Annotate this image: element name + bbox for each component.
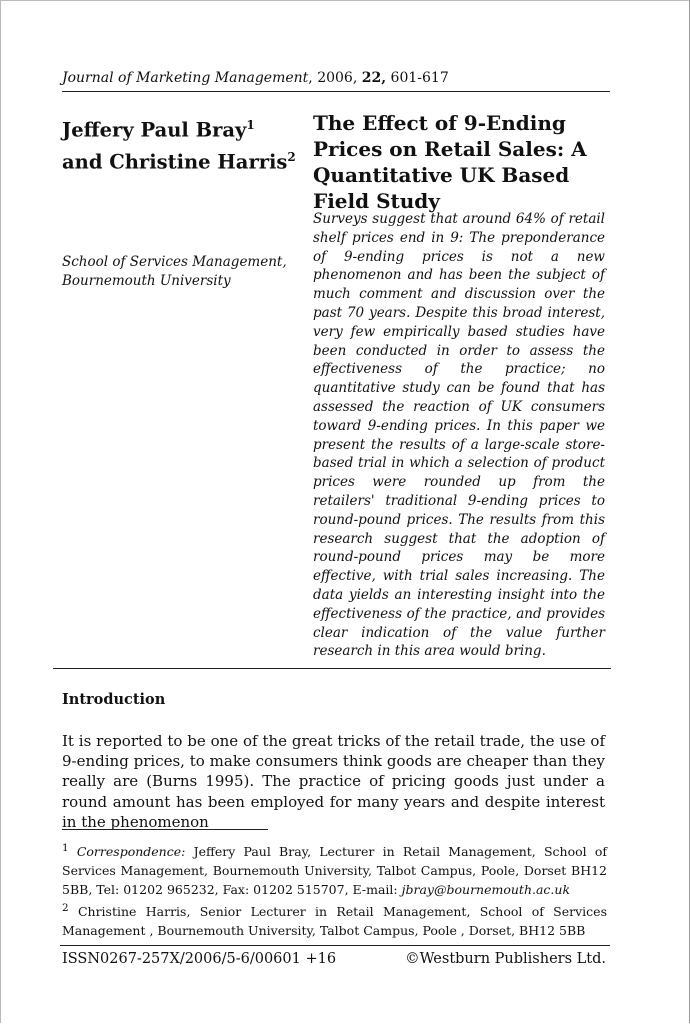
- author-block: [62, 112, 302, 175]
- footnote-1-email: jbray@bournemouth.ac.uk: [401, 881, 571, 897]
- footnotes: [62, 839, 607, 941]
- publisher-line: ©Westburn Publishers Ltd.: [405, 951, 606, 967]
- footer-divider: [60, 945, 610, 946]
- affiliation-line-2: Bournemouth University: [62, 272, 231, 289]
- affiliation-line-1: School of Services Management,: [62, 254, 287, 270]
- article-title: The Effect of 9-Ending Prices on Retail Sales: A Quantitative UK Based Field Study: [313, 111, 587, 213]
- journal-name: Journal of Marketing Management: [62, 70, 309, 86]
- issn-line: ISSN0267-257X/2006/5-6/00601 +16: [62, 951, 337, 967]
- footnote-2: $^2$ Christine Harris, Senior Lecturer in Retail Management, School of Services Management , Bournemouth University, Talbot Campus, Poole , Dorset, BH12 5BB: [62, 902, 607, 939]
- abstract: Surveys suggest that around 64% of retail shelf prices end in 9: The preponderance of 9-ending prices is not a new phenomenon and has been the subject of much comment and discussion over the past 70 years. Despite this broad interest, very few empirically based studies have been conducted in order to assess the effectiveness of the practice; no quantitative study can be found that has assessed the reaction of UK consumers toward 9-ending prices. In this paper we present the results of a large-scale store-based trial in which a selection of product prices were rounded up from the retailers' traditional 9-ending prices to round-pound prices. The results from this research suggest that the adoption of round-pound prices may be more effective, with trial sales increasing. The data yields an interesting insight into the effectiveness of the practice, and provides clear indication of the value further research in this area would bring.: [313, 211, 605, 660]
- footnote-divider: [62, 829, 268, 830]
- journal-pages: 601-617: [390, 70, 449, 86]
- author-line-1: Jeffery Paul Bray$^1$: [62, 118, 255, 142]
- section-divider: [53, 668, 611, 669]
- journal-year: 2006,: [317, 70, 358, 86]
- footnote-1-label: Correspondence:: [76, 844, 186, 860]
- footnote-1: $^1$ Correspondence: Jeffery Paul Bray, Lecturer in Retail Management, School of Services Management, Bournemouth University, Talbot Campus, Poole, Dorset BH12 5BB, Tel: 01202 965232, Fax: 01202 515707, E-mail: jbray@bournemouth.ac.uk: [62, 842, 607, 897]
- journal-header: Journal of Marketing Management, 2006, 22, 601-617: [62, 70, 610, 92]
- journal-volume: 22,: [361, 70, 387, 86]
- author-2-footnote-marker: 2: [287, 149, 296, 164]
- introduction-paragraph: It is reported to be one of the great tricks of the retail trade, the use of 9-ending prices, to make consumers think goods are cheaper than they really are (Burns 1995). The practice of pricing goods just under a round amount has been employed for many years and despite interest in the phenomenon: [62, 732, 605, 831]
- introduction-heading: Introduction: [62, 691, 166, 708]
- affiliation: [62, 253, 302, 291]
- author-1-footnote-marker: 1: [246, 118, 255, 132]
- author-line-2: and Christine Harris$^2$: [62, 149, 296, 173]
